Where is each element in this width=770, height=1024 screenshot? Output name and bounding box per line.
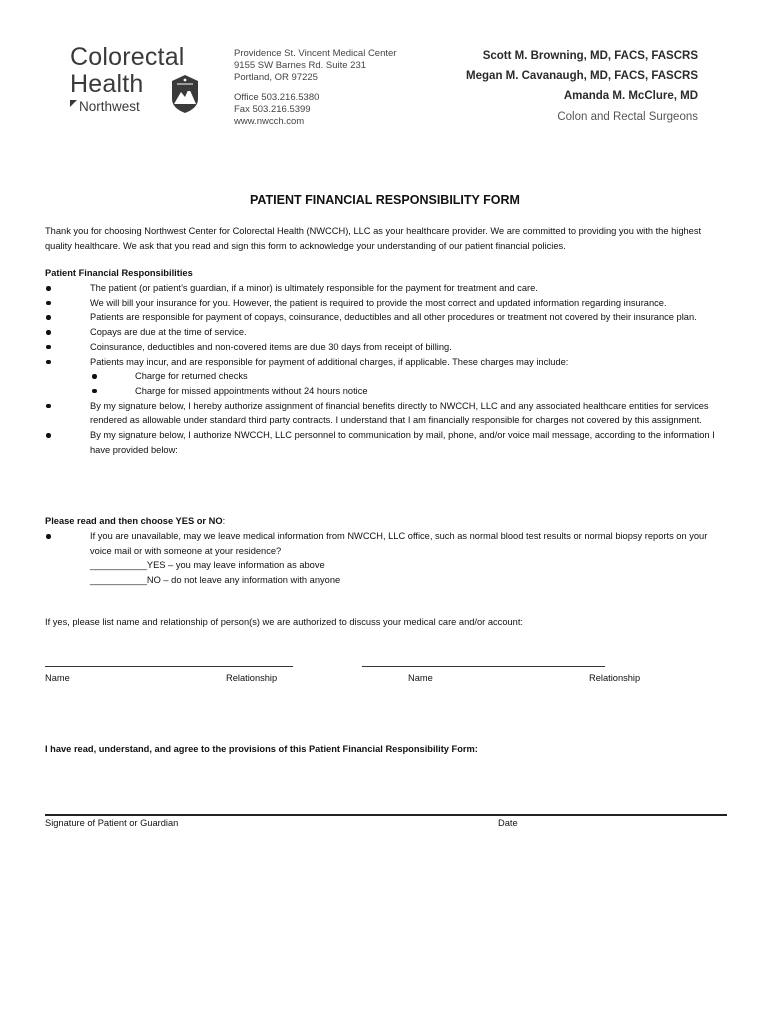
sub-list-item: Charge for returned checks	[45, 369, 727, 384]
address-line: Portland, OR 97225	[234, 72, 318, 83]
logo-word-health: Health	[70, 70, 144, 98]
responsibilities-list	[45, 281, 727, 457]
relationship-label: Relationship	[589, 673, 641, 683]
bullet-icon	[46, 433, 51, 438]
intro-paragraph: Thank you for choosing Northwest Center for Colorectal Health (NWCCH), LLC as your healthcare provider. We are committed to providing you with the highest quality healthcare. We ask that you read and sign this form to acknowledge your understanding of our patient financial policies.	[45, 226, 702, 251]
signature-line[interactable]	[45, 814, 727, 816]
list-item: By my signature below, I authorize NWCCH, LLC personnel to communication by mail, phone, and/or voice mail message, according to the information I have provided below:	[45, 428, 727, 457]
bullet-icon	[46, 360, 51, 365]
bullet-icon	[92, 389, 97, 394]
choice-heading: Please read and then choose YES or NO:	[45, 516, 226, 526]
physician-name: Amanda M. McClure, MD	[563, 90, 698, 102]
name-label: Name	[408, 673, 433, 683]
address-line: Providence St. Vincent Medical Center	[234, 48, 397, 59]
bullet-icon	[46, 345, 51, 350]
form-title: PATIENT FINANCIAL RESPONSIBILITY FORM	[250, 193, 520, 207]
address-line: 9155 SW Barnes Rd. Suite 231	[234, 60, 367, 71]
list-item: Copays are due at the time of service.	[45, 325, 727, 340]
sub-list-item: Charge for missed appointments without 24 hours notice	[45, 384, 727, 399]
bullet-icon	[46, 315, 51, 320]
mountain-badge-icon	[170, 74, 200, 114]
authorized-persons-prompt: If yes, please list name and relationship of person(s) we are authorized to discuss your medical care and/or account:	[45, 617, 524, 627]
agreement-statement: I have read, understand, and agree to the provisions of this Patient Financial Responsibility Form:	[45, 744, 478, 754]
responsibilities-heading: Patient Financial Responsibilities	[45, 268, 193, 278]
list-item: By my signature below, I hereby authorize assignment of financial benefits directly to NWCCH, LLC and any associated healthcare entities for services rendered as allowable under standard third party contracts. I understand that I am financially responsible for charges not covered by this assignment.	[45, 399, 727, 428]
triangle-icon	[70, 100, 77, 107]
bullet-icon	[46, 301, 51, 306]
list-item: Patients may incur, and are responsible for payment of additional charges, if applicable. These charges may include:	[45, 355, 727, 370]
fax-number: Fax 503.216.5399	[234, 104, 311, 115]
bullet-icon	[92, 374, 97, 379]
physician-list	[466, 46, 698, 128]
practice-specialty: Colon and Rectal Surgeons	[557, 111, 698, 123]
website-link[interactable]: www.nwcch.com	[234, 116, 305, 127]
choice-list	[45, 529, 727, 588]
bullet-icon	[46, 330, 51, 335]
practice-address	[234, 48, 396, 128]
logo-word-northwest: Northwest	[70, 99, 185, 114]
yes-option[interactable]: ___________YES – you may leave information as above	[90, 560, 325, 571]
bullet-icon	[46, 404, 51, 409]
list-item: Patients are responsible for payment of copays, coinsurance, deductibles and all other procedures or treatment not covered by their insurance plan.	[45, 310, 727, 325]
name-relationship-line-2[interactable]	[362, 666, 605, 667]
name-relationship-line-1[interactable]	[45, 666, 293, 667]
no-option[interactable]: ___________NO – do not leave any information with anyone	[90, 575, 341, 586]
list-item: Coinsurance, deductibles and non-covered items are due 30 days from receipt of billing.	[45, 340, 727, 355]
date-label: Date	[498, 818, 518, 828]
name-label: Name	[45, 673, 70, 683]
bullet-icon	[46, 286, 51, 291]
list-item: The patient (or patient’s guardian, if a minor) is ultimately responsible for the payment for treatment and care.	[45, 281, 727, 296]
logo-word-colorectal: Colorectal	[70, 43, 185, 71]
list-item: If you are unavailable, may we leave medical information from NWCCH, LLC office, such as normal blood test results or normal biopsy reports on your voice mail or with someone at your residence?	[45, 529, 727, 558]
relationship-label: Relationship	[226, 673, 278, 683]
list-item: We will bill your insurance for you. However, the patient is required to provide the most correct and updated information regarding insurance.	[45, 296, 727, 311]
bullet-icon	[46, 534, 51, 539]
practice-logo	[70, 44, 185, 114]
physician-name: Megan M. Cavanaugh, MD, FACS, FASCRS	[466, 70, 698, 82]
signature-label: Signature of Patient or Guardian	[45, 818, 179, 828]
office-phone: Office 503.216.5380	[234, 92, 320, 103]
physician-name: Scott M. Browning, MD, FACS, FASCRS	[482, 50, 698, 62]
